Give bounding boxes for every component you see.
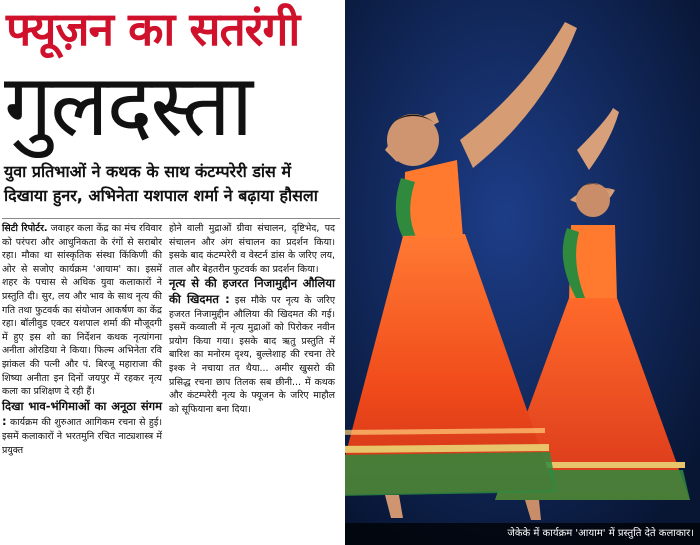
dancers-illustration [345,0,700,545]
photo-caption: जेकेके में कार्यक्रम 'आयाम' में प्रस्तुति देते कलाकार। [345,523,700,545]
article-paragraph [2,222,162,399]
section-subhead: नृत्य से की हजरत निजामुद्दीन औलिया की खिदमत : [169,276,335,306]
article-column-1 [2,222,162,457]
article-paragraph [2,399,162,457]
section-subhead: दिखा भाव-भंगिमाओं का अनूठा संगम : [2,398,162,429]
subheadline [4,160,340,208]
headline-line1: फ्यूज़न का सतरंगी [6,2,300,56]
article-paragraph [169,276,335,416]
article-text: होने वाली मुद्राओं ग्रीवा संचालन, दृष्टिभेद, पद संचालन और अंग संचालन का प्रदर्शन किया। इसके बाद कंटम्परेरी व वेस्टर्न डांस के जरिए लय, ताल और बेहतरीन फुटवर्क का प्रदर्शन किया। [169,223,335,275]
article-column-2 [169,222,335,416]
divider [2,218,340,219]
subheadline-line1: युवा प्रतिभाओं ने कथक के साथ कंटम्परेरी डांस में [4,162,292,181]
dance-photo [345,0,700,545]
headline-line2: गुलदस्ता [4,56,252,156]
subheadline-line2: दिखाया हुनर, अभिनेता यशपाल शर्मा ने बढ़ाया हौसला [4,186,318,205]
article-text: इस मौके पर नृत्य के जरिए हजरत निजामुद्दीन औलिया की खिदमत की गई। इसमें कव्वाली में नृत्य मुद्राओं को पिरोकर नवीन प्रयोग किया गया। इसके बाद ऋतु प्रस्तुति में बारिश का मनोरम दृश्य, बुल्लेशाह की रचना तेरे इश्क ने नचाया तत थैया... अमीर खुसरो की प्रसिद्ध रचना छाप तिलक सब छीनी... में कथक और कंटम्परेरी नृत्य के फ्यूजन के जरिए माहौल को सूफियाना बना दिया। [169,294,336,415]
article-text: जवाहर कला केंद्र का मंच रविवार को परंपरा और आधुनिकता के रंगों से सराबोर रहा। मौका था सांस्कृतिक संस्था किंकिणी की ओर से सजोए कार्यक्रम 'आयाम' का। इसमें शहर के पचास से अधिक युवा कलाकारों ने प्रस्तुति दी। सुर, लय और भाव के साथ नृत्य की गति तथा फुटवर्क का संयोजन आकर्षण का केंद्र रहा। बॉलीवुड एक्टर यशपाल शर्मा की मौजूदगी में हुए इस शो का निर्देशन कथक नृत्यांगना अनीता ओरडिया ने किया। फिल्म अभिनेता रवि झांकल की पत्नी और पं. बिरजू महाराजा की शिष्या अनीता इन दिनों जयपुर में रहकर नृत्य कला का प्रशिक्षण दे रही हैं। [2,223,162,398]
article-text: कार्यक्रम की शुरुआत आगिकम रचना से हुई। इसमें कलाकारों ने भरतमुनि रचित नाट्यशास्त्र में प्रयुक्त [2,417,162,456]
dateline: सिटी रिपोर्टर. [2,223,48,234]
